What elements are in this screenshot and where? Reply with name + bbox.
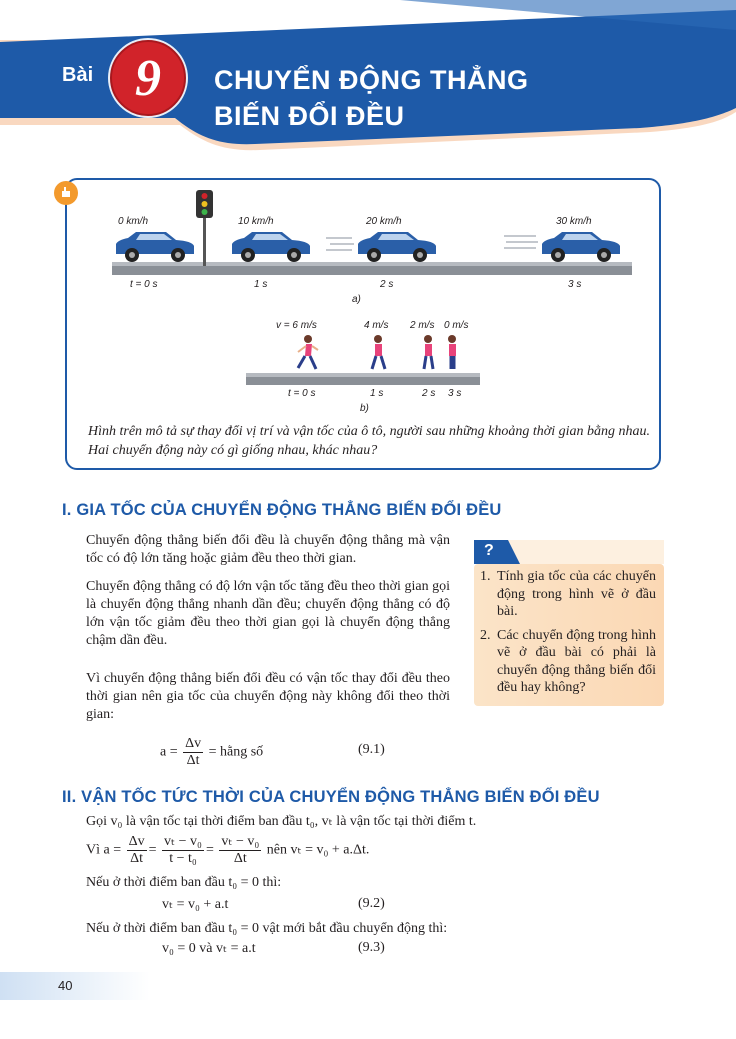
track [246,376,480,385]
numerator: vₜ − v₀ [221,834,260,849]
runner-icon [372,335,385,369]
question-symbol: ? [484,542,494,559]
paragraph: Chuyển động thẳng có độ lớn vận tốc tăng đều theo thời gian gọi là chuyển động thẳng nhanh dần đều; chuyển động thẳng có độ lớn vận tốc giảm đều theo thời gian gọi là chuyển động thẳng chậm dần đều. [86,579,450,648]
numerator: vₜ − v₀ [164,834,202,849]
car-icon [326,232,436,262]
denominator: Δt [186,753,200,768]
lesson-label: Bài [62,64,94,86]
car-icon [116,232,194,262]
fraction [219,834,261,867]
item-text: Tính gia tốc của các chuyển động trong hình vẽ ở đầu bài. [497,569,656,619]
eq-lhs: Vì a = [86,842,122,858]
eq-rhs: = hằng số [208,744,264,760]
time-label: 2 s [380,279,394,290]
runner-icon [448,335,456,369]
speed-label: 0 km/h [118,216,149,227]
title-line-1: CHUYỂN ĐỘNG THẲNG [214,65,529,95]
paragraph: Vì chuyển động thẳng biến đổi đều có vận tốc thay đổi đều theo thời gian nên gia tốc của chuyển động này không đổi theo thời gian: [86,671,450,722]
section-heading: I. GIA TỐC CỦA CHUYỂN ĐỘNG THẲNG BIẾN ĐỔI ĐỀU [62,501,502,519]
time-label: 1 s [254,279,268,290]
equation-number: (9.2) [358,896,385,911]
speed-label: 20 km/h [366,216,402,227]
runner-icon [298,335,318,369]
traffic-light-icon [196,190,213,266]
paragraph: Gọi v₀ là vận tốc tại thời điểm ban đầu t₀, vₜ là vận tốc tại thời điểm t. [86,814,477,829]
time-label: 1 s [370,388,384,399]
numerator: Δv [128,834,145,849]
speed-label: 10 km/h [238,216,274,227]
paragraph: Nếu ở thời điểm ban đầu t₀ = 0 thì: [86,875,282,890]
runner-icon [424,335,433,369]
speed-label: 30 km/h [556,216,592,227]
equation-9-1 [160,736,263,769]
equation-number: (9.3) [358,940,385,955]
eq-conclusion: nên vₜ = v₀ + a.Δt. [266,842,370,858]
page-footer-band [0,972,150,1000]
speed-label: 2 m/s [410,320,435,331]
equation-9-3: v₀ = 0 và vₜ = a.t [162,941,256,956]
denominator: t − t₀ [169,851,197,866]
fraction [127,834,147,867]
car-icon [232,232,310,262]
time-label: t = 0 s [130,279,158,290]
equation-derivation: Vì a = $\frac{\Delta v}{\Delta t}$ = $\frac{\text{vₜ − v₀}}{\text{t − t₀}}$ = $\frac{\text{vₜ − v₀}}{\Delta t}$ nên vₜ = v₀ + a.Δt. [86,834,370,866]
section-heading: II. VẬN TỐC TỨC THỜI CỦA CHUYỂN ĐỘNG THẲNG BIẾN ĐỔI ĐỀU [62,788,600,806]
speed-label: 4 m/s [364,320,389,331]
time-label: t = 0 s [288,388,316,399]
item-number: 2. [480,627,491,643]
denominator: Δt [233,851,247,866]
time-label: 3 s [568,279,582,290]
item-number: 1. [480,569,491,584]
denominator: Δt [130,851,144,866]
intro-question: Hình trên mô tả sự thay đổi vị trí và vận tốc của ô tô, người sau những khoảng thời gian bằng nhau. Hai chuyển động này có gì giống nhau, khác nhau? [88,424,651,458]
item-text: Các chuyển động trong hình vẽ ở đầu bài có phải là chuyển động thẳng biến đổi đều hay không? [497,627,656,695]
eq-lhs: a = [160,744,178,760]
title-line-2: BIẾN ĐỔI ĐỀU [214,101,405,131]
figure-caption: b) [360,403,369,414]
lesson-number: 9 [135,49,161,107]
time-label: 3 s [448,388,462,399]
page-number: 40 [58,978,73,993]
question-item [480,568,656,621]
question-mark-icon [474,540,520,564]
figure-caption: a) [352,294,361,305]
equation-number: (9.1) [358,742,385,757]
fraction [162,834,204,867]
numerator: Δv [185,736,202,751]
car-icon [504,232,620,262]
road [112,265,632,275]
fraction [183,736,203,769]
motion-figure [0,0,736,420]
speed-label: v = 6 m/s [276,320,317,331]
paragraph: Nếu ở thời điểm ban đầu t₀ = 0 vật mới bắt đầu chuyển động thì: [86,921,448,936]
question-item [480,627,656,697]
question-tag [474,540,520,564]
question-list [480,568,656,703]
equation-9-2: vₜ = v₀ + a.t [162,897,229,912]
paragraph: Chuyển động thẳng biến đổi đều là chuyển động thẳng mà vận tốc có độ lớn tăng hoặc giảm đều theo thời gian. [86,533,450,566]
time-label: 2 s [422,388,436,399]
speed-label: 0 m/s [444,320,469,331]
